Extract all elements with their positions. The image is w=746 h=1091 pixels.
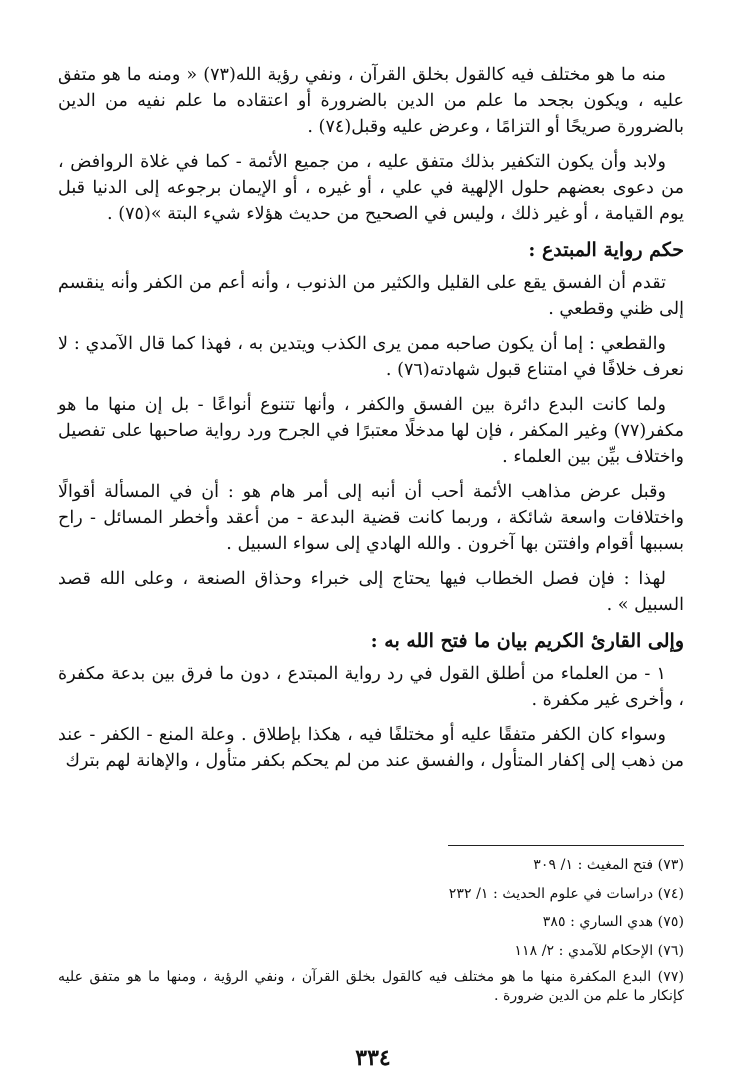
paragraph: وسواء كان الكفر متفقًا عليه أو مختلفًا فيه ، هكذا بإطلاق . وعلة المنع - الكفر - عند من ذهب إلى إكفار المتأول ، والفسق عند من لم يحكم بكفر متأول ، والإهانة لهم بترك: [58, 725, 684, 771]
paragraph: تقدم أن الفسق يقع على القليل والكثير من الذنوب ، وأنه أعم من الكفر وأنه ينقسم إلى ظني وقطعي .: [58, 273, 684, 319]
footnote: (٧٥) هدي الساري : ٣٨٥: [542, 914, 684, 930]
paragraph: لهذا : فإن فصل الخطاب فيها يحتاج إلى خبراء وحذاق الصنعة ، وعلى الله قصد السبيل » .: [58, 569, 684, 615]
section-heading: حكم رواية المبتدع :: [528, 239, 684, 261]
section-heading: وإلى القارئ الكريم بيان ما فتح الله به :: [370, 630, 684, 652]
page-number: ٣٣٤: [355, 1045, 391, 1071]
paragraph: والقطعي : إما أن يكون صاحبه ممن يرى الكذب ويتدين به ، فهذا كما قال الآمدي : لا نعرف خلافًا في امتناع قبول شهادته(٧٦) .: [58, 334, 684, 380]
footnote: (٧٦) الإحكام للآمدي : ٢/ ١١٨: [514, 942, 684, 959]
footnote: (٧٤) دراسات في علوم الحديث : ١/ ٢٣٢: [448, 885, 684, 902]
footnote-divider: [448, 845, 684, 846]
paragraph: ولما كانت البدع دائرة بين الفسق والكفر ، وأنها تتنوع أنواعًا - بل إن منها ما هو مكفر(٧٧) وغير المكفر ، فإن لها مدخلًا معتبرًا في الجرح ورد رواية صاحبها على تفصيل واختلاف بيِّن بين العلماء .: [58, 395, 684, 467]
footnote: (٧٣) فتح المغيث : ١/ ٣٠٩: [533, 857, 684, 873]
footnote: (٧٧) البدع المكفرة منها ما هو مختلف فيه كالقول بخلق القرآن ، ونفي الرؤية ، ومنها ما هو متفق عليه كإنكار ما علم من الدين ضرورة .: [58, 969, 684, 1004]
paragraph: ١ - من العلماء من أطلق القول في رد رواية المبتدع ، دون ما فرق بين بدعة مكفرة ، وأخرى غير مكفرة .: [58, 664, 684, 710]
footnotes: [58, 854, 684, 1011]
main-text: [58, 62, 684, 783]
paragraph: وقبل عرض مذاهب الأئمة أحب أن أنبه إلى أمر هام هو : أن في المسألة أقوالًا واختلافات واسعة شائكة ، وربما كانت قضية البدعة - من أعقد وأخطر المسائل - راح بسببها أقوام وافتتن بها آخرون . والله الهادي إلى سواء السبيل .: [58, 482, 684, 554]
paragraph: منه ما هو مختلف فيه كالقول بخلق القرآن ، ونفي رؤية الله(٧٣) « ومنه ما هو متفق عليه ، ويكون بجحد ما علم من الدين بالضرورة أو اعتقاده ما علم نفيه من الدين بالضرورة صريحًا أو التزامًا ، وعرض عليه وقبل(٧٤) .: [58, 65, 684, 137]
paragraph: ولابد وأن يكون التكفير بذلك متفق عليه ، من جميع الأئمة - كما في غلاة الروافض ، من دعوى بعضهم حلول الإلهية في علي ، أو غيره ، أو الإيمان برجوعه إلى الدنيا قبل يوم القيامة ، أو غير ذلك ، وليس في الصحيح من حديث هؤلاء شيء البتة »(٧٥) .: [58, 152, 684, 224]
